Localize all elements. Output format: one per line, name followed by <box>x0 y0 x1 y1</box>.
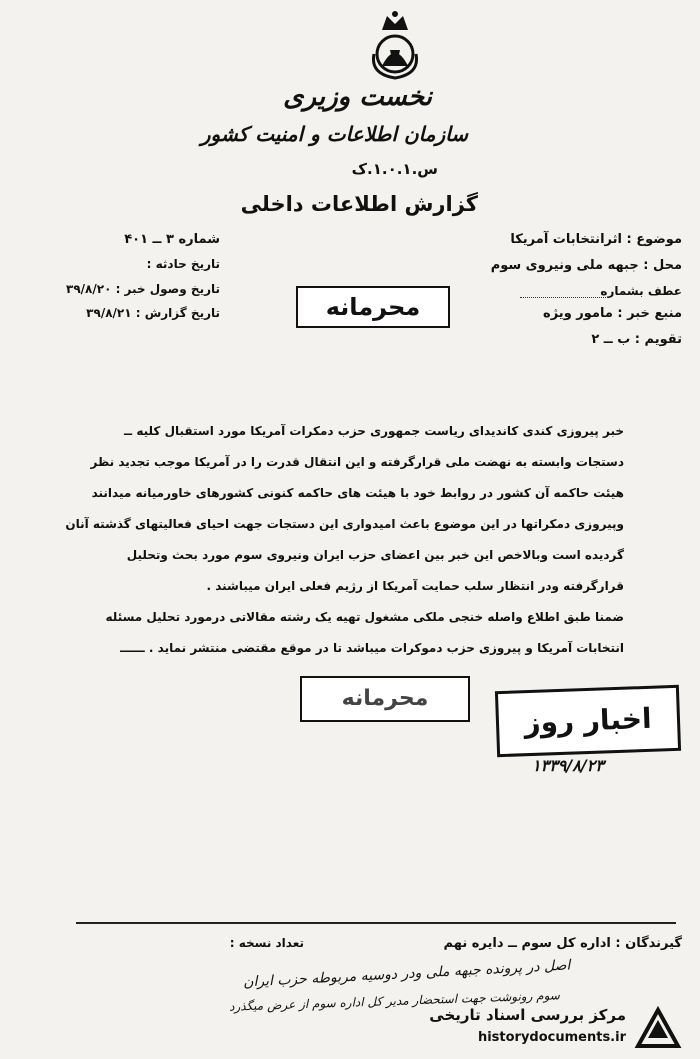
header-code: س.۱.۰.۱.ک <box>351 160 438 178</box>
body-line: وپیروزی دمکراتها در این موضوع باعث امیدواری این دستجات جهت احیای فعالیتهای گذشته آنان <box>65 517 624 531</box>
lion-and-sun-emblem-icon <box>360 10 430 82</box>
confidential-stamp-faded <box>300 676 470 722</box>
akhbar-rooz-stamp-text: اخبار روز <box>523 701 653 740</box>
watermark-url: historydocuments.ir <box>477 1030 626 1045</box>
field-reference: عطف بشماره <box>600 284 682 298</box>
handwritten-note-1: اصل در پرونده جبهه ملی ودر دوسیه مربوطه حزب ایران <box>242 957 571 991</box>
field-rating: تقویم : ب ــ ۲ <box>591 332 682 347</box>
body-line: انتخابات آمریکا و پیروزی حزب دموکرات میباشد تا در موقع مقتضی منتشر نماید . ــــــ <box>120 641 624 655</box>
archive-logo-icon <box>634 1006 682 1052</box>
watermark <box>416 1002 686 1054</box>
field-source: منبع خبر : مامور ویژه <box>543 306 682 321</box>
body-line: خبر پیروزی کندی کاندیدای ریاست جمهوری حزب دمکرات آمریکا مورد استقبال کلیه ــ <box>123 424 624 438</box>
field-number: شماره ۳ ــ ۴۰۱ <box>124 232 220 247</box>
header-organization: سازمان اطلاعات و امنیت کشور <box>200 122 468 146</box>
confidential-stamp-faded-text: محرمانه <box>341 686 429 711</box>
footer-recipients: گیرندگان : اداره کل سوم ــ دایره نهم <box>443 936 682 951</box>
confidential-stamp-text: محرمانه <box>325 293 421 321</box>
akhbar-rooz-date: ۱۳۳۹/۸/۲۳ <box>532 756 604 775</box>
report-body <box>65 416 624 664</box>
report-title: گزارش اطلاعات داخلی <box>240 192 478 216</box>
body-line: هیئت حاکمه آن کشور در روابط خود با هیئت های حاکمه کنونی کشورهای خاورمیانه میدانند <box>91 486 624 500</box>
field-received-date: تاریخ وصول خبر : ۳۹/۸/۲۰ <box>66 282 220 296</box>
body-line: قرارگرفته ودر انتظار سلب حمایت آمریکا از رژیم فعلی ایران میباشند . <box>206 579 624 593</box>
akhbar-rooz-stamp <box>495 685 681 757</box>
footer-copies: تعداد نسخه : <box>229 936 304 950</box>
field-location: محل : جبهه ملی ونیروی سوم <box>490 258 682 273</box>
handwritten-note-2: سوم رونوشت جهت استحضار مدیر کل اداره سوم از عرض میگذرد <box>228 988 561 1014</box>
body-line: دستجات وابسته به نهضت ملی قرارگرفته و این انتقال قدرت را در آمریکا موجب تجدید نظر <box>90 455 624 469</box>
field-subject: موضوع : اثرانتخابات آمریکا <box>510 232 682 247</box>
body-line: گردیده است وبالاخص این خبر بین اعضای حزب ایران ونیروی سوم مورد بحث وتحلیل <box>126 548 624 562</box>
field-report-date: تاریخ گزارش : ۳۹/۸/۲۱ <box>86 306 220 320</box>
header-ministry: نخست وزیری <box>283 82 432 112</box>
body-line: ضمنا طبق اطلاع واصله خنجی ملکی مشغول تهیه یک رشته مقالاتی درمورد تحلیل مسئله <box>105 610 624 624</box>
confidential-stamp <box>296 286 450 328</box>
watermark-name: مرکز بررسی اسناد تاریخی <box>429 1006 626 1024</box>
field-incident-date: تاریخ حادثه : <box>146 257 220 271</box>
